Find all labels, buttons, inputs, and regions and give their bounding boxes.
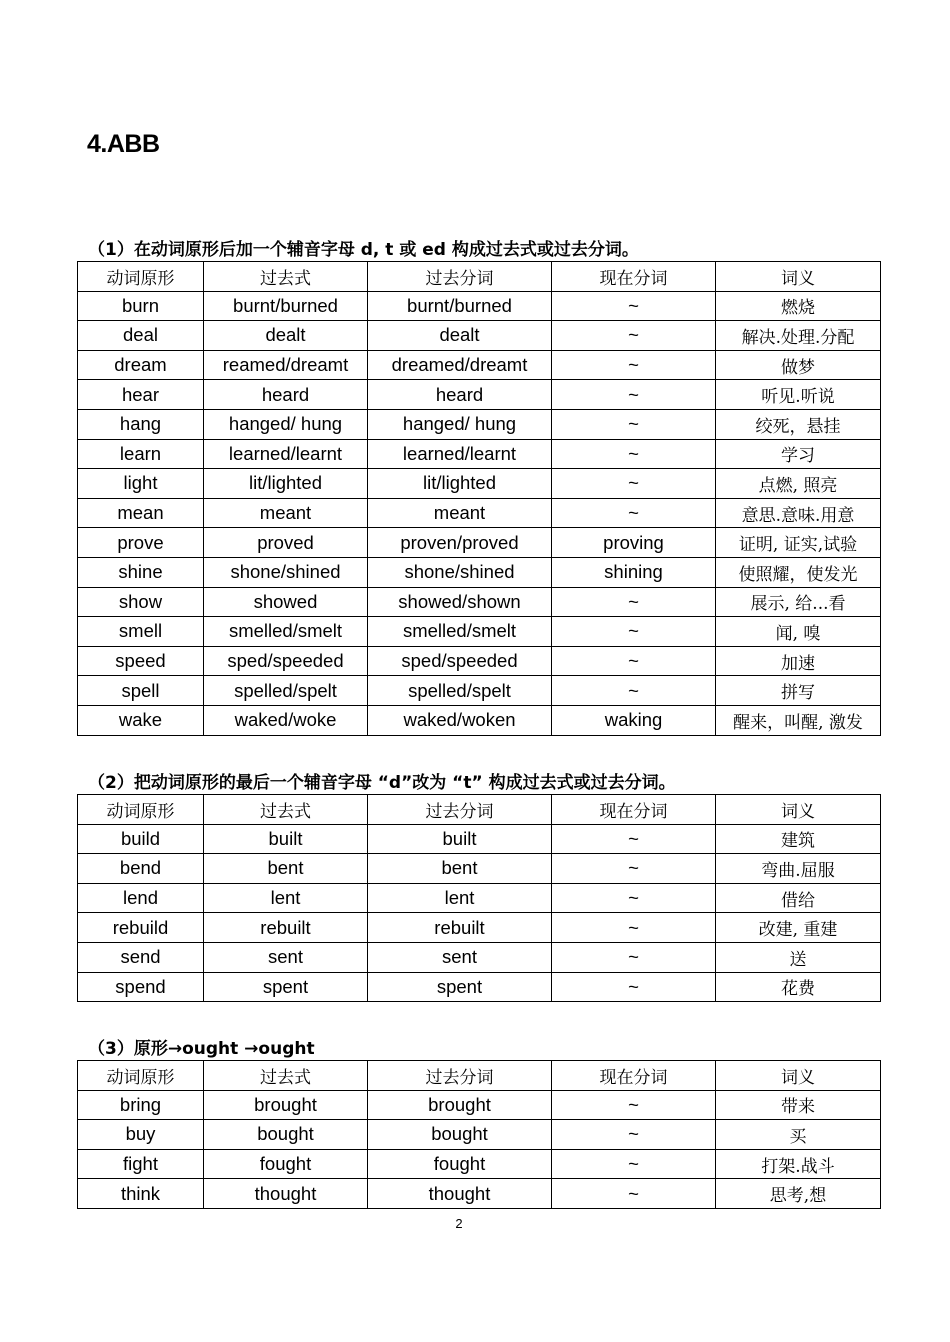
cell-past-participle: smelled/smelt xyxy=(368,617,552,647)
table-row xyxy=(78,913,881,943)
cell-base-form: rebuild xyxy=(78,913,204,943)
cell-past-tense: shone/shined xyxy=(204,557,368,587)
cell-present-participle: ~ xyxy=(552,587,716,617)
cell-past-tense: bent xyxy=(204,854,368,884)
cell-present-participle: ~ xyxy=(552,913,716,943)
cell-meaning: 带来 xyxy=(716,1090,881,1120)
cell-past-tense: burnt/burned xyxy=(204,291,368,321)
column-header-meaning: 词义 xyxy=(716,795,881,825)
cell-meaning: 醒来，叫醒, 激发 xyxy=(716,705,881,735)
cell-present-participle: ~ xyxy=(552,498,716,528)
cell-base-form: shine xyxy=(78,557,204,587)
table-row xyxy=(78,942,881,972)
cell-meaning: 闻, 嗅 xyxy=(716,617,881,647)
cell-past-tense: waked/woke xyxy=(204,705,368,735)
section-3-heading: （3）原形→ought →ought xyxy=(88,1039,315,1059)
column-header-base-form: 动词原形 xyxy=(78,795,204,825)
cell-past-participle: dealt xyxy=(368,321,552,351)
cell-present-participle: ~ xyxy=(552,1120,716,1150)
cell-past-participle: spent xyxy=(368,972,552,1002)
column-header-past-participle: 过去分词 xyxy=(368,1061,552,1091)
table-row xyxy=(78,617,881,647)
cell-base-form: smell xyxy=(78,617,204,647)
cell-present-participle: ~ xyxy=(552,972,716,1002)
cell-present-participle: ~ xyxy=(552,646,716,676)
table-row xyxy=(78,291,881,321)
cell-present-participle: ~ xyxy=(552,439,716,469)
cell-past-tense: thought xyxy=(204,1179,368,1209)
table-header-row xyxy=(78,262,881,292)
cell-base-form: hang xyxy=(78,409,204,439)
cell-base-form: show xyxy=(78,587,204,617)
table-row xyxy=(78,587,881,617)
page-title: 4.ABB xyxy=(87,130,160,158)
cell-past-participle: sent xyxy=(368,942,552,972)
cell-past-participle: hanged/ hung xyxy=(368,409,552,439)
cell-meaning: 燃烧 xyxy=(716,291,881,321)
cell-present-participle: ~ xyxy=(552,942,716,972)
cell-past-tense: sped/speeded xyxy=(204,646,368,676)
cell-past-participle: dreamed/dreamt xyxy=(368,350,552,380)
table-row xyxy=(78,1149,881,1179)
table-header-row xyxy=(78,1061,881,1091)
cell-past-tense: fought xyxy=(204,1149,368,1179)
cell-base-form: hear xyxy=(78,380,204,410)
cell-past-participle: meant xyxy=(368,498,552,528)
table-header-row xyxy=(78,795,881,825)
page-number: 2 xyxy=(455,1216,463,1231)
table-row xyxy=(78,498,881,528)
column-header-base-form: 动词原形 xyxy=(78,262,204,292)
cell-base-form: fight xyxy=(78,1149,204,1179)
cell-meaning: 借给 xyxy=(716,883,881,913)
cell-base-form: mean xyxy=(78,498,204,528)
cell-past-participle: lit/lighted xyxy=(368,469,552,499)
cell-base-form: spend xyxy=(78,972,204,1002)
cell-past-participle: rebuilt xyxy=(368,913,552,943)
table-row xyxy=(78,1090,881,1120)
table-row xyxy=(78,439,881,469)
table-row xyxy=(78,854,881,884)
table-row xyxy=(78,972,881,1002)
cell-present-participle: ~ xyxy=(552,409,716,439)
column-header-past-participle: 过去分词 xyxy=(368,795,552,825)
cell-meaning: 学习 xyxy=(716,439,881,469)
cell-present-participle: ~ xyxy=(552,469,716,499)
cell-base-form: learn xyxy=(78,439,204,469)
cell-past-participle: learned/learnt xyxy=(368,439,552,469)
cell-base-form: bring xyxy=(78,1090,204,1120)
cell-present-participle: ~ xyxy=(552,321,716,351)
cell-past-participle: heard xyxy=(368,380,552,410)
cell-present-participle: ~ xyxy=(552,380,716,410)
section-3-table xyxy=(77,1060,881,1209)
cell-present-participle: ~ xyxy=(552,617,716,647)
cell-meaning: 使照耀，使发光 xyxy=(716,557,881,587)
cell-past-participle: shone/shined xyxy=(368,557,552,587)
section-2-table xyxy=(77,794,881,1002)
cell-present-participle: ~ xyxy=(552,1090,716,1120)
table-row xyxy=(78,380,881,410)
table-row xyxy=(78,1179,881,1209)
column-header-past-participle: 过去分词 xyxy=(368,262,552,292)
cell-past-tense: bought xyxy=(204,1120,368,1150)
cell-present-participle: ~ xyxy=(552,883,716,913)
column-header-base-form: 动词原形 xyxy=(78,1061,204,1091)
column-header-present-participle: 现在分词 xyxy=(552,795,716,825)
cell-past-tense: learned/learnt xyxy=(204,439,368,469)
cell-meaning: 弯曲.屈服 xyxy=(716,854,881,884)
cell-past-tense: showed xyxy=(204,587,368,617)
cell-meaning: 改建, 重建 xyxy=(716,913,881,943)
table-row xyxy=(78,469,881,499)
cell-present-participle: ~ xyxy=(552,854,716,884)
cell-base-form: send xyxy=(78,942,204,972)
table-row xyxy=(78,824,881,854)
cell-past-tense: hanged/ hung xyxy=(204,409,368,439)
cell-past-participle: brought xyxy=(368,1090,552,1120)
table-row xyxy=(78,557,881,587)
cell-meaning: 花费 xyxy=(716,972,881,1002)
cell-present-participle: ~ xyxy=(552,824,716,854)
table-row xyxy=(78,883,881,913)
cell-meaning: 解决.处理.分配 xyxy=(716,321,881,351)
cell-base-form: bend xyxy=(78,854,204,884)
cell-past-participle: sped/speeded xyxy=(368,646,552,676)
cell-meaning: 加速 xyxy=(716,646,881,676)
cell-present-participle: proving xyxy=(552,528,716,558)
cell-past-tense: lent xyxy=(204,883,368,913)
cell-past-tense: dealt xyxy=(204,321,368,351)
cell-past-tense: meant xyxy=(204,498,368,528)
cell-base-form: light xyxy=(78,469,204,499)
section-1-table xyxy=(77,261,881,736)
cell-present-participle: waking xyxy=(552,705,716,735)
cell-base-form: build xyxy=(78,824,204,854)
cell-base-form: deal xyxy=(78,321,204,351)
table-row xyxy=(78,1120,881,1150)
table-row xyxy=(78,409,881,439)
cell-meaning: 送 xyxy=(716,942,881,972)
column-header-past-tense: 过去式 xyxy=(204,262,368,292)
cell-past-tense: reamed/dreamt xyxy=(204,350,368,380)
cell-meaning: 意思.意味.用意 xyxy=(716,498,881,528)
cell-present-participle: ~ xyxy=(552,350,716,380)
cell-present-participle: ~ xyxy=(552,1149,716,1179)
cell-past-tense: brought xyxy=(204,1090,368,1120)
cell-present-participle: ~ xyxy=(552,291,716,321)
table-row xyxy=(78,528,881,558)
cell-present-participle: ~ xyxy=(552,676,716,706)
cell-base-form: prove xyxy=(78,528,204,558)
cell-past-tense: spelled/spelt xyxy=(204,676,368,706)
cell-meaning: 做梦 xyxy=(716,350,881,380)
cell-base-form: spell xyxy=(78,676,204,706)
cell-meaning: 拼写 xyxy=(716,676,881,706)
column-header-past-tense: 过去式 xyxy=(204,1061,368,1091)
cell-past-participle: bent xyxy=(368,854,552,884)
cell-past-tense: rebuilt xyxy=(204,913,368,943)
cell-past-participle: thought xyxy=(368,1179,552,1209)
cell-past-participle: waked/woken xyxy=(368,705,552,735)
column-header-present-participle: 现在分词 xyxy=(552,262,716,292)
cell-past-tense: heard xyxy=(204,380,368,410)
cell-past-participle: bought xyxy=(368,1120,552,1150)
cell-base-form: speed xyxy=(78,646,204,676)
cell-past-tense: built xyxy=(204,824,368,854)
cell-past-participle: showed/shown xyxy=(368,587,552,617)
cell-meaning: 展示, 给...看 xyxy=(716,587,881,617)
cell-meaning: 思考,想 xyxy=(716,1179,881,1209)
cell-past-participle: lent xyxy=(368,883,552,913)
cell-past-tense: sent xyxy=(204,942,368,972)
cell-base-form: wake xyxy=(78,705,204,735)
cell-past-tense: proved xyxy=(204,528,368,558)
cell-past-participle: fought xyxy=(368,1149,552,1179)
cell-past-participle: burnt/burned xyxy=(368,291,552,321)
column-header-meaning: 词义 xyxy=(716,1061,881,1091)
section-2-heading: （2）把动词原形的最后一个辅音字母 “d”改为 “t” 构成过去式或过去分词。 xyxy=(88,773,676,793)
cell-past-tense: smelled/smelt xyxy=(204,617,368,647)
cell-meaning: 绞死，悬挂 xyxy=(716,409,881,439)
cell-base-form: lend xyxy=(78,883,204,913)
cell-past-tense: spent xyxy=(204,972,368,1002)
table-row xyxy=(78,646,881,676)
cell-present-participle: ~ xyxy=(552,1179,716,1209)
column-header-meaning: 词义 xyxy=(716,262,881,292)
table-row xyxy=(78,676,881,706)
table-row xyxy=(78,321,881,351)
cell-meaning: 建筑 xyxy=(716,824,881,854)
cell-past-participle: spelled/spelt xyxy=(368,676,552,706)
cell-base-form: think xyxy=(78,1179,204,1209)
cell-past-participle: proven/proved xyxy=(368,528,552,558)
cell-base-form: buy xyxy=(78,1120,204,1150)
cell-base-form: dream xyxy=(78,350,204,380)
cell-meaning: 点燃, 照亮 xyxy=(716,469,881,499)
table-row xyxy=(78,705,881,735)
cell-meaning: 买 xyxy=(716,1120,881,1150)
section-1-heading: （1）在动词原形后加一个辅音字母 d, t 或 ed 构成过去式或过去分词。 xyxy=(88,240,639,260)
cell-past-participle: built xyxy=(368,824,552,854)
cell-meaning: 听见.听说 xyxy=(716,380,881,410)
column-header-present-participle: 现在分词 xyxy=(552,1061,716,1091)
cell-base-form: burn xyxy=(78,291,204,321)
column-header-past-tense: 过去式 xyxy=(204,795,368,825)
cell-past-tense: lit/lighted xyxy=(204,469,368,499)
table-row xyxy=(78,350,881,380)
cell-meaning: 证明, 证实,试验 xyxy=(716,528,881,558)
cell-meaning: 打架.战斗 xyxy=(716,1149,881,1179)
cell-present-participle: shining xyxy=(552,557,716,587)
